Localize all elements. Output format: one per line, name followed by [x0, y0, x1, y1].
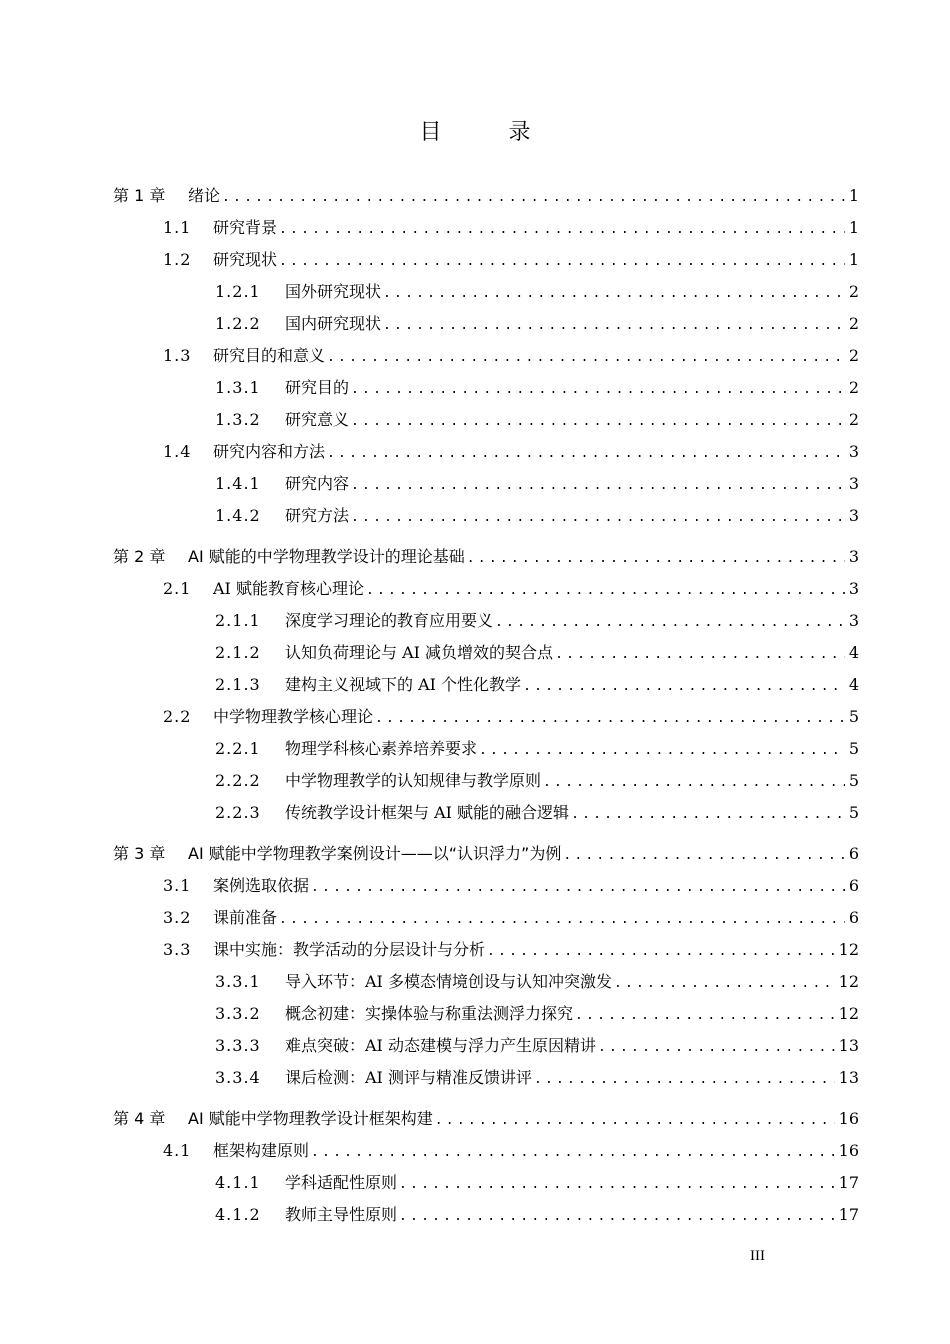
toc-entry-title: 课中实施：教学活动的分层设计与分析 [213, 940, 486, 959]
toc-entry-title: 课后检测：AI 测评与精准反馈讲评 [285, 1068, 532, 1087]
toc-entry-page: 2 [848, 314, 859, 333]
toc-chapter-entry[interactable] [113, 842, 859, 866]
toc-dot-leader [523, 675, 845, 699]
toc-dot-leader [487, 940, 835, 964]
toc-entry-page: 5 [848, 771, 859, 790]
toc-dot-leader [222, 186, 845, 210]
toc-dot-leader [311, 876, 845, 900]
toc-subsection-entry[interactable] [215, 472, 859, 496]
toc-chapter-entry[interactable] [113, 545, 859, 569]
toc-section-entry[interactable] [163, 216, 859, 240]
toc-entry-page: 2 [848, 378, 859, 397]
toc-subsection-entry[interactable] [215, 280, 859, 304]
toc-chapter-entry[interactable] [113, 1107, 859, 1131]
toc-entry-page: 5 [848, 707, 859, 726]
toc-entry-title: 教师主导性原则 [285, 1205, 398, 1224]
toc-dot-leader [383, 314, 845, 338]
toc-section-entry[interactable] [163, 906, 859, 930]
toc-entry-title: 研究内容和方法 [213, 442, 326, 461]
toc-entry-title: 案例选取依据 [213, 876, 310, 895]
toc-entry-number: 3.3 [163, 940, 192, 959]
toc-entry-page: 17 [838, 1205, 859, 1224]
toc-entry-number: 1.4.1 [215, 474, 261, 493]
toc-dot-leader [598, 1036, 835, 1060]
toc-entry-number: 2.1.3 [215, 675, 261, 694]
toc-entry-number: 2.2.1 [215, 739, 261, 758]
toc-entry-page: 4 [848, 643, 859, 662]
toc-entry-title: 中学物理教学核心理论 [213, 707, 374, 726]
toc-dot-leader [327, 442, 845, 466]
toc-entry-number: 2.2.3 [215, 803, 261, 822]
toc-dot-leader [575, 1004, 835, 1028]
toc-entry-number: 3.1 [163, 876, 192, 895]
toc-subsection-entry[interactable] [215, 1171, 859, 1195]
toc-dot-leader [555, 643, 845, 667]
toc-dot-leader [399, 1205, 835, 1229]
toc-subsection-entry[interactable] [215, 1203, 859, 1227]
toc-entry-number: 3.2 [163, 908, 192, 927]
toc-section-entry[interactable] [163, 1139, 859, 1163]
toc-dot-leader [571, 803, 845, 827]
toc-entry-title: 研究目的和意义 [213, 346, 326, 365]
toc-entry-number: 3.3.3 [215, 1036, 261, 1055]
toc-entry-number: 3.3.1 [215, 972, 261, 991]
toc-entry-page: 12 [838, 1004, 859, 1023]
toc-entry-page: 3 [848, 474, 859, 493]
toc-entry-number: 1.4.2 [215, 506, 261, 525]
toc-subsection-entry[interactable] [215, 408, 859, 432]
toc-entry-title: 认知负荷理论与 AI 减负增效的契合点 [285, 643, 554, 662]
toc-dot-leader [311, 1141, 835, 1165]
toc-entry-page: 6 [848, 876, 859, 895]
toc-entry-page: 3 [848, 442, 859, 461]
toc-entry-number: 2.1 [163, 579, 192, 598]
toc-entry-title: 传统教学设计框架与 AI 赋能的融合逻辑 [285, 803, 570, 822]
toc-dot-leader [279, 250, 845, 274]
toc-entry-number: 3.3.4 [215, 1068, 261, 1087]
toc-entry-title: 研究背景 [213, 218, 278, 237]
toc-dot-leader [279, 908, 845, 932]
page-number-footer: III [750, 1248, 765, 1264]
toc-subsection-entry[interactable] [215, 970, 859, 994]
toc-entry-title: AI 赋能的中学物理教学设计的理论基础 [188, 547, 465, 566]
toc-subsection-entry[interactable] [215, 769, 859, 793]
toc-dot-leader [327, 346, 845, 370]
toc-entry-page: 3 [848, 579, 859, 598]
toc-entry-page: 6 [848, 844, 859, 863]
toc-entry-title: 课前准备 [213, 908, 278, 927]
toc-dot-leader [534, 1068, 835, 1092]
toc-chapter-entry[interactable] [113, 184, 859, 208]
toc-entry-page: 12 [838, 972, 859, 991]
toc-title: 目 录 [419, 120, 561, 145]
toc-entry-number: 1.4 [163, 442, 192, 461]
toc-subsection-entry[interactable] [215, 1066, 859, 1090]
toc-entry-number: 1.3.1 [215, 378, 261, 397]
toc-entry-title: 研究内容 [285, 474, 350, 493]
toc-subsection-entry[interactable] [215, 737, 859, 761]
toc-entry-title: 国外研究现状 [285, 282, 382, 301]
toc-section-entry[interactable] [163, 248, 859, 272]
toc-entry-number: 1.2.2 [215, 314, 261, 333]
toc-section-entry[interactable] [163, 874, 859, 898]
toc-entry-number: 1.2.1 [215, 282, 261, 301]
toc-entry-page: 13 [838, 1068, 859, 1087]
toc-section-entry[interactable] [163, 705, 859, 729]
toc-entry-title: 导入环节：AI 多模态情境创设与认知冲突激发 [285, 972, 612, 991]
toc-section-entry[interactable] [163, 577, 859, 601]
toc-entry-title: 深度学习理论的教育应用要义 [285, 611, 494, 630]
toc-entry-number: 1.2 [163, 250, 192, 269]
toc-entry-number: 第 2 章 [113, 547, 166, 566]
toc-entry-page: 1 [848, 218, 859, 237]
toc-dot-leader [543, 771, 845, 795]
toc-entry-page: 3 [848, 506, 859, 525]
toc-entry-title: 研究目的 [285, 378, 350, 397]
toc-dot-leader [351, 506, 845, 530]
toc-entry-page: 17 [838, 1173, 859, 1192]
toc-entry-title: 物理学科核心素养培养要求 [285, 739, 478, 758]
toc-entry-page: 5 [848, 803, 859, 822]
toc-entry-page: 6 [848, 908, 859, 927]
toc-entry-page: 3 [848, 547, 859, 566]
toc-subsection-entry[interactable] [215, 1002, 859, 1026]
toc-entry-title: 难点突破：AI 动态建模与浮力产生原因精讲 [285, 1036, 596, 1055]
toc-entry-title: 框架构建原则 [213, 1141, 310, 1160]
toc-subsection-entry[interactable] [215, 641, 859, 665]
toc-dot-leader [351, 410, 845, 434]
toc-dot-leader [479, 739, 845, 763]
toc-entry-title: AI 赋能中学物理教学案例设计——以“认识浮力”为例 [188, 844, 562, 863]
toc-entry-page: 2 [848, 282, 859, 301]
toc-entry-title: 绪论 [188, 186, 221, 205]
toc-dot-leader [351, 474, 845, 498]
toc-section-entry[interactable] [163, 440, 859, 464]
toc-entry-title: 研究方法 [285, 506, 350, 525]
toc-entry-page: 4 [848, 675, 859, 694]
toc-subsection-entry[interactable] [215, 376, 859, 400]
toc-entry-page: 5 [848, 739, 859, 758]
toc-entry-page: 2 [848, 346, 859, 365]
toc-dot-leader [467, 547, 845, 571]
toc-subsection-entry[interactable] [215, 504, 859, 528]
toc-entry-number: 第 1 章 [113, 186, 166, 205]
toc-entry-number: 1.3.2 [215, 410, 261, 429]
toc-entry-title: 学科适配性原则 [285, 1173, 398, 1192]
toc-entry-number: 4.1.2 [215, 1205, 261, 1224]
toc-entry-number: 4.1.1 [215, 1173, 261, 1192]
toc-entry-page: 1 [848, 186, 859, 205]
toc-dot-leader [383, 282, 845, 306]
toc-entry-number: 4.1 [163, 1141, 192, 1160]
toc-entry-page: 13 [838, 1036, 859, 1055]
toc-subsection-entry[interactable] [215, 801, 859, 825]
toc-entry-title: AI 赋能中学物理教学设计框架构建 [188, 1109, 433, 1128]
toc-entry-title: AI 赋能教育核心理论 [213, 579, 364, 598]
toc-dot-leader [351, 378, 845, 402]
toc-entry-number: 第 3 章 [113, 844, 166, 863]
toc-entry-page: 1 [848, 250, 859, 269]
toc-entry-number: 2.2 [163, 707, 192, 726]
toc-entry-number: 2.1.1 [215, 611, 261, 630]
toc-entry-page: 12 [838, 940, 859, 959]
toc-dot-leader [495, 611, 845, 635]
toc-entry-page: 16 [838, 1141, 859, 1160]
toc-subsection-entry[interactable] [215, 609, 859, 633]
toc-entry-title: 研究意义 [285, 410, 350, 429]
toc-entry-title: 概念初建：实操体验与称重法测浮力探究 [285, 1004, 574, 1023]
toc-entry-page: 16 [838, 1109, 859, 1128]
toc-dot-leader [563, 844, 844, 868]
toc-dot-leader [614, 972, 835, 996]
toc-dot-leader [366, 579, 845, 603]
toc-entry-number: 3.3.2 [215, 1004, 261, 1023]
toc-entry-title: 国内研究现状 [285, 314, 382, 333]
toc-dot-leader [279, 218, 845, 242]
toc-subsection-entry[interactable] [215, 312, 859, 336]
toc-dot-leader [435, 1109, 835, 1133]
toc-entry-number: 2.2.2 [215, 771, 261, 790]
toc-entry-page: 3 [848, 611, 859, 630]
toc-section-entry[interactable] [163, 344, 859, 368]
toc-section-entry[interactable] [163, 938, 859, 962]
toc-entry-page: 2 [848, 410, 859, 429]
toc-entry-number: 1.1 [163, 218, 192, 237]
toc-entry-title: 中学物理教学的认知规律与教学原则 [285, 771, 542, 790]
toc-subsection-entry[interactable] [215, 1034, 859, 1058]
toc-dot-leader [399, 1173, 835, 1197]
toc-entry-title: 研究现状 [213, 250, 278, 269]
toc-entry-number: 2.1.2 [215, 643, 261, 662]
toc-entry-number: 1.3 [163, 346, 192, 365]
toc-entry-number: 第 4 章 [113, 1109, 166, 1128]
toc-dot-leader [375, 707, 845, 731]
toc-subsection-entry[interactable] [215, 673, 859, 697]
toc-entry-title: 建构主义视域下的 AI 个性化教学 [285, 675, 522, 694]
